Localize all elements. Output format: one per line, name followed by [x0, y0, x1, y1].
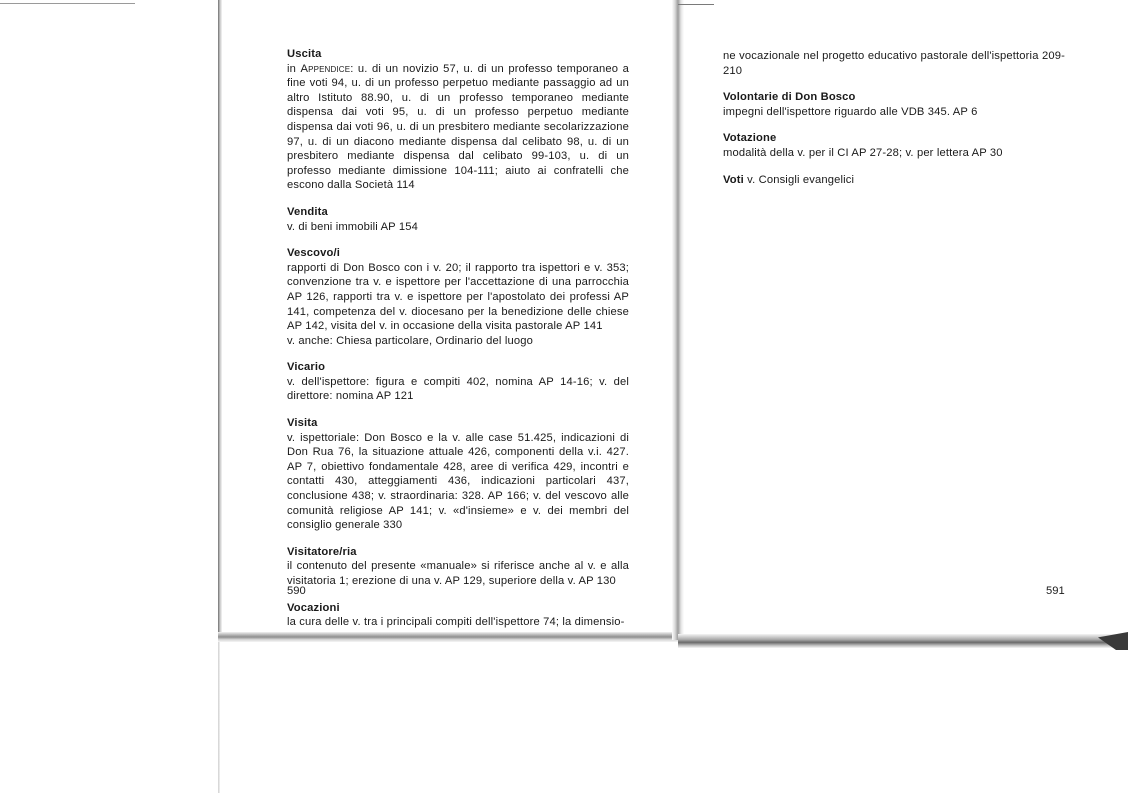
entry-body: v. di beni immobili AP 154	[287, 220, 418, 233]
book-edge-shadow-left	[218, 0, 222, 640]
index-entry-vendita	[287, 205, 629, 234]
index-entry-vescovo	[287, 246, 629, 348]
page-number-right: 591	[1046, 585, 1065, 597]
index-entry-uscita	[287, 47, 629, 193]
entry-body: v. Consigli evangelici	[743, 173, 855, 186]
page-number-left: 590	[287, 585, 306, 597]
entry-body: v. dell'ispettore: figura e compiti 402, nomina AP 14-16; v. del direttore: nomina AP 121	[287, 375, 629, 403]
page-top-rule	[678, 4, 714, 5]
index-entry-vocazioni	[287, 601, 629, 630]
entry-body: v. ispettoriale: Don Bosco e la v. alle case 51.425, indicazioni di Don Rua 76, la situazione attuale 426, componenti della v.i. 427. AP 7, obiettivo fondamentale 428, aree di verifica 429, incontri e contatti 430, atteggiamenti 436, indicazioni particolari 437, conclusione 438; v. straordinaria: 328. AP 166; v. del vescovo alle comunità religiose AP 141; v. «d'insieme» e v. dei membri del consiglio generale 330	[287, 431, 629, 532]
entry-body: impegni dell'ispettore riguardo alle VDB 345. AP 6	[723, 105, 978, 118]
entry-body: rapporti di Don Bosco con i v. 20; il rapporto tra ispettori e v. 353; convenzione tra v. e ispettore per l'accettazione di una parrocchia AP 126, rapporti tra v. e ispettore per l'apostolato dei professi AP 141, competenza del v. diocesano per la benedizione delle chiese AP 142, visita del v. in occasione della visita pastorale AP 141	[287, 261, 629, 333]
entry-body	[287, 62, 629, 193]
book-gutter	[672, 0, 684, 640]
entry-heading: Voti	[723, 173, 744, 186]
entry-heading: Votazione	[723, 132, 777, 145]
entry-see-also: v. anche: Chiesa particolare, Ordinario del luogo	[287, 334, 533, 347]
entry-heading: Vendita	[287, 205, 328, 218]
appendix-label: Appendice	[300, 62, 351, 75]
index-entry-continuation	[723, 49, 1065, 78]
index-entry-volontarie	[723, 90, 1065, 119]
entry-text: : u. di un novizio 57, u. di un professo temporaneo a fine voti 94, u. di un professo perpetuo mediante passaggio ad un altro Istituto 88.90, u. di un professo temporaneo mediante dispensa dai voti 95, u. di un professo perpetuo mediante dispensa dai voti 96, u. di un presbitero mediante secolarizzazione 97, u. di un diacono mediante dispensa dal celibato 98, u. di un presbitero mediante dispensa dal celibato 99-103, u. di un professo mediante dimissione 104-111; aiuto ai confratelli che escono dalla Società 114	[287, 62, 629, 192]
entry-heading: Vescovo/i	[287, 247, 340, 260]
index-entry-visitatore	[287, 545, 629, 589]
book-edge-shadow-left-lower	[218, 640, 220, 793]
entry-heading: Vocazioni	[287, 601, 340, 614]
entry-heading: Volontarie di Don Bosco	[723, 91, 856, 104]
right-page	[723, 49, 1065, 199]
scan-edge-line	[0, 3, 135, 4]
index-entry-visita	[287, 416, 629, 533]
book-bottom-edge-right	[678, 634, 1128, 648]
entry-lead: in	[287, 62, 301, 75]
entry-body: la cura delle v. tra i principali compiti dell'ispettore 74; la dimensio-	[287, 616, 625, 629]
entry-heading: Visita	[287, 417, 318, 430]
entry-heading: Vicario	[287, 361, 326, 374]
entry-body: modalità della v. per il CI AP 27-28; v. per lettera AP 30	[723, 146, 1003, 159]
index-entry-votazione	[723, 131, 1065, 160]
entry-heading: Uscita	[287, 48, 322, 60]
entry-heading: Visitatore/ria	[287, 545, 357, 558]
entry-continuation-text: ne vocazionale nel progetto educativo pastorale dell'ispettoria 209-210	[723, 50, 1065, 77]
index-entry-voti	[723, 173, 1065, 188]
index-entry-vicario	[287, 360, 629, 404]
entry-body: il contenuto del presente «manuale» si riferisce anche al v. e alla visitatoria 1; erezione di una v. AP 129, superiore della v. AP 130	[287, 560, 629, 587]
left-page	[287, 47, 629, 642]
